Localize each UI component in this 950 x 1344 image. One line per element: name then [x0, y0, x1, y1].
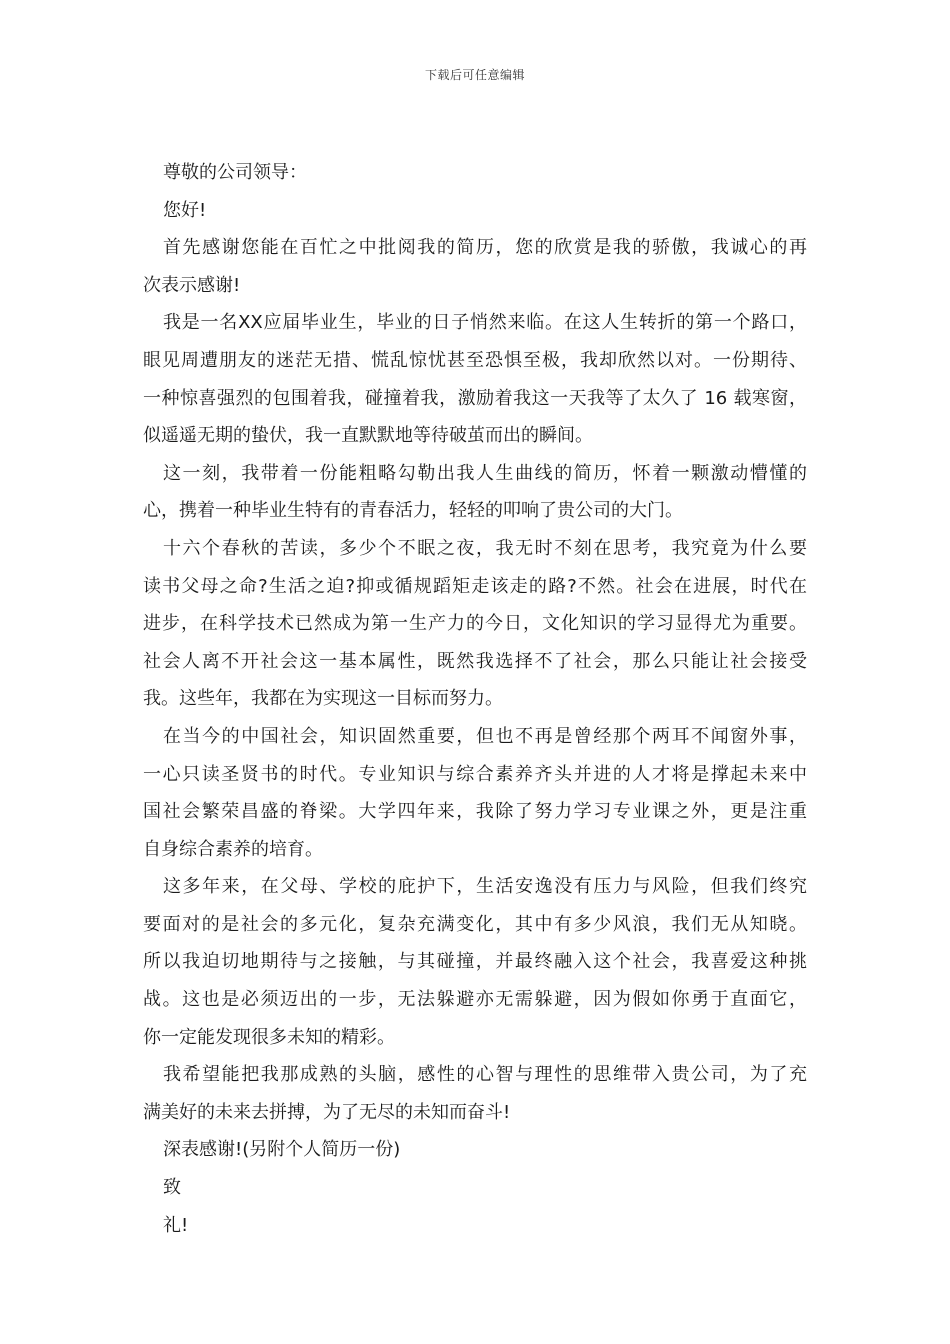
paragraph-line: 自身综合素养的培育。: [143, 838, 323, 860]
paragraph-line: 国社会繁荣昌盛的脊梁。大学四年来，我除了努力学习专业课之外，更是注重: [143, 801, 807, 823]
paragraph-line: 十六个春秋的苦读，多少个不眠之夜，我无时不刻在思考，我究竟为什么要: [163, 537, 807, 559]
paragraph-line: 在当今的中国社会，知识固然重要，但也不再是曾经那个两耳不闻窗外事，: [163, 725, 807, 747]
paragraph-line: 次表示感谢!: [143, 274, 241, 296]
paragraph-line: 读书父母之命?生活之迫?抑或循规蹈矩走该走的路?不然。社会在进展，时代在: [143, 575, 807, 597]
paragraph-line: 眼见周遭朋友的迷茫无措、慌乱惊忧甚至恐惧至极，我却欣然以对。一份期待、: [143, 349, 807, 371]
paragraph-line: 一种惊喜强烈的包围着我，碰撞着我，激励着我这一天我等了太久了 16 载寒窗，: [143, 387, 807, 409]
closing-to: 致: [163, 1177, 181, 1199]
paragraph-line: 进步，在科学技术已然成为第一生产力的今日，文化知识的学习显得尤为重要。: [143, 613, 807, 635]
closing-thanks: 深表感谢!(另附个人简历一份): [163, 1139, 401, 1161]
closing-salute: 礼!: [163, 1214, 189, 1236]
paragraph-line: 首先感谢您能在百忙之中批阅我的简历，您的欣赏是我的骄傲，我诚心的再: [163, 237, 807, 259]
paragraph-line: 似遥遥无期的蛰伏，我一直默默地等待破茧而出的瞬间。: [143, 425, 593, 447]
paragraph-line: 一心只读圣贤书的时代。专业知识与综合素养齐头并进的人才将是撑起未来中: [143, 763, 807, 785]
page-header: 下载后可任意编辑: [424, 68, 525, 82]
greeting: 您好!: [163, 199, 207, 221]
paragraph-line: 社会人离不开社会这一基本属性，既然我选择不了社会，那么只能让社会接受: [143, 650, 807, 672]
salutation: 尊敬的公司领导：: [163, 162, 307, 183]
paragraph-line: 战。这也是必须迈出的一步，无法躲避亦无需躲避，因为假如你勇于直面它，: [143, 989, 807, 1011]
paragraph-line: 你一定能发现很多未知的精彩。: [143, 1026, 395, 1048]
paragraph-line: 满美好的未来去拼搏，为了无尽的未知而奋斗!: [143, 1101, 511, 1123]
paragraph-line: 心，携着一种毕业生特有的青春活力，轻轻的叩响了贵公司的大门。: [143, 500, 683, 522]
paragraph-line: 这一刻，我带着一份能粗略勾勒出我人生曲线的简历，怀着一颗激动懵懂的: [163, 462, 807, 484]
paragraph-line: 要面对的是社会的多元化，复杂充满变化，其中有多少风浪，我们无从知晓。: [143, 913, 807, 935]
paragraph-line: 所以我迫切地期待与之接触，与其碰撞，并最终融入这个社会，我喜爱这种挑: [143, 951, 807, 973]
paragraph-line: 我是一名XX应届毕业生，毕业的日子悄然来临。在这人生转折的第一个路口，: [163, 312, 807, 334]
paragraph-line: 我希望能把我那成熟的头脑，感性的心智与理性的思维带入贵公司，为了充: [163, 1064, 807, 1086]
cover-letter: [143, 157, 807, 1247]
paragraph-line: 我。这些年，我都在为实现这一目标而努力。: [143, 688, 503, 710]
paragraph-line: 这多年来，在父母、学校的庇护下，生活安逸没有压力与风险，但我们终究: [163, 876, 807, 898]
